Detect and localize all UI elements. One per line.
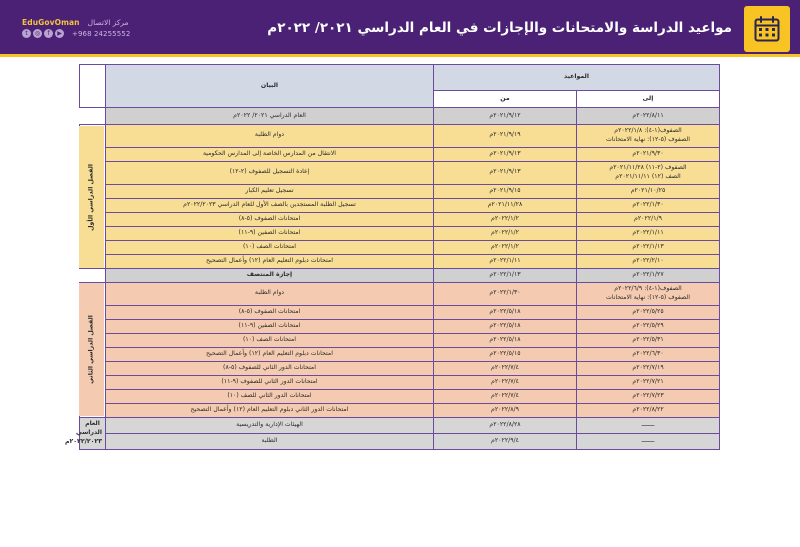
cell-statement: إجازة المنتصف xyxy=(105,268,433,282)
cell-to: الصفوف(١-٤): ٢٠٢٢/٦/٩م الصفوف (٥-١٢): نهاية الامتحانات xyxy=(577,282,720,305)
table-row xyxy=(79,184,719,198)
cell-statement: تسجيل الطلبة المستجدين بالصف الأول للعام الدراسي ٢٠٢٢/٢٠٢٣م xyxy=(105,198,433,212)
contact-center-label: مركز الاتصال xyxy=(87,18,129,27)
cell-statement: امتحانات الصف (١٠) xyxy=(105,333,433,347)
twitter-icon[interactable]: t xyxy=(22,29,31,38)
cell-from: ٢٠٢٢/٧/٤م xyxy=(433,375,576,389)
cell-statement: امتحانات الصفين (٩-١١) xyxy=(105,226,433,240)
cell-statement: امتحانات الصف (١٠) xyxy=(105,240,433,254)
social-icons xyxy=(22,29,64,38)
cell-statement: امتحانات الدور الثاني للصفوف (٥-٨) xyxy=(105,361,433,375)
table-row-next-year xyxy=(79,417,719,433)
cell-from: ٢٠٢٢/١/١١م xyxy=(433,254,576,268)
brand-row-top xyxy=(22,18,129,27)
cell-statement: امتحانات الدور الثاني للصف (١٠) xyxy=(105,389,433,403)
page-header xyxy=(0,0,800,57)
cell-to: ٢٠٢١/٩/٣٠م xyxy=(577,147,720,161)
table-row xyxy=(79,125,719,148)
cell-from: ٢٠٢٢/٥/١٨م xyxy=(433,319,576,333)
cell-from: ٢٠٢٢/٥/١٨م xyxy=(433,305,576,319)
cell-to: ٢٠٢١/١٠/٢٥م xyxy=(577,184,720,198)
table-row xyxy=(79,347,719,361)
table-row xyxy=(79,333,719,347)
cell-from: ٢٠٢٢/٥/١٥م xyxy=(433,347,576,361)
cell-to: ٢٠٢٢/٨/١١م xyxy=(577,108,720,125)
cell-from: ٢٠٢١/٩/١٥م xyxy=(433,184,576,198)
cell-to: ٢٠٢٢/٧/٢١م xyxy=(577,375,720,389)
calendar-icon xyxy=(744,6,790,52)
cell-from: ٢٠٢٢/٥/١٨م xyxy=(433,333,576,347)
cell-statement: امتحانات الصفوف (٥-٨) xyxy=(105,305,433,319)
youtube-icon[interactable]: ▶ xyxy=(55,29,64,38)
cell-statement: تسجيل تعليم الكبار xyxy=(105,184,433,198)
cell-statement: دوام الطلبة xyxy=(105,282,433,305)
table-row xyxy=(79,240,719,254)
col-group-dates: المواعيد xyxy=(433,65,719,91)
cell-to: ٢٠٢٢/٧/١٩م xyxy=(577,361,720,375)
cell-from: ٢٠٢٢/٧/٤م xyxy=(433,361,576,375)
page-body xyxy=(0,57,800,547)
cell-to: ٢٠٢٢/٦/٣٠م xyxy=(577,347,720,361)
table-row xyxy=(79,389,719,403)
cell-to: ٢٠٢٢/١/١٣م xyxy=(577,240,720,254)
table-row xyxy=(79,161,719,184)
cell-from: ٢٠٢١/٩/١٣م xyxy=(433,161,576,184)
instagram-icon[interactable]: ◎ xyxy=(34,29,41,37)
brand-name: EduGovOman xyxy=(22,18,80,27)
cell-from: ٢٠٢٢/١/٢م xyxy=(433,226,576,240)
semester-label-second: الفصل الدراسي الثاني xyxy=(79,282,105,417)
cell-statement: العام الدراسي ٢٠٢١/ ٢٠٢٢م xyxy=(105,108,433,125)
cell-from: ٢٠٢١/٩/١٢م xyxy=(433,108,576,125)
cell-to: ٢٠٢٢/٥/٢٩م xyxy=(577,319,720,333)
cell-to: ٢٠٢٢/٥/٢٥م xyxy=(577,305,720,319)
table-row xyxy=(79,254,719,268)
cell-from: ٢٠٢٢/١/٢م xyxy=(433,212,576,226)
cell-from: ٢٠٢١/٩/١٣م xyxy=(433,147,576,161)
table-row xyxy=(79,212,719,226)
cell-to: ـــــــ xyxy=(577,433,720,449)
cell-statement: الانتقال من المدارس الخاصة إلى المدارس الحكومية xyxy=(105,147,433,161)
table-row xyxy=(79,226,719,240)
cell-statement: امتحانات دبلوم التعليم العام (١٢) وأعمال التصحيح xyxy=(105,347,433,361)
cell-statement: امتحانات دبلوم التعليم العام (١٢) وأعمال التصحيح xyxy=(105,254,433,268)
cell-statement: إعادة التسجيل للصفوف (٢-١٢) xyxy=(105,161,433,184)
cell-statement: امتحانات الصفين (٩-١١) xyxy=(105,319,433,333)
cell-statement: الطلبة xyxy=(105,433,433,449)
cell-to: ٢٠٢٢/١/١١م xyxy=(577,226,720,240)
table-row xyxy=(79,282,719,305)
table-row xyxy=(79,403,719,417)
cell-from: ٢٠٢٢/٩/٤م xyxy=(433,433,576,449)
table-row xyxy=(79,198,719,212)
cell-to: الصفوف (٢-١١) ٢٠٢١/١١/٢٨م الصف (١٢) ٢٠٢١/١١/١١م xyxy=(577,161,720,184)
cell-from: ٢٠٢٢/٨/٢٨م xyxy=(433,417,576,433)
semester-spacer xyxy=(79,108,105,125)
semester-label-first: الفصل الدراسي الأول xyxy=(79,125,105,269)
table-row xyxy=(79,305,719,319)
contact-phone: +968 24255552 xyxy=(72,29,131,38)
facebook-icon[interactable]: f xyxy=(44,29,53,38)
col-statement: البيان xyxy=(105,65,433,108)
cell-from: ٢٠٢٢/١/١٣م xyxy=(433,268,576,282)
cell-to: الصفوف(١-٤): ٢٠٢٢/١/٨م الصفوف (٥-١٢): نهاية الامتحانات xyxy=(577,125,720,148)
cell-to: ٢٠٢٢/٨/٢٢م xyxy=(577,403,720,417)
col-from: من xyxy=(433,91,576,108)
cell-from: ٢٠٢٢/١/٣٠م xyxy=(433,282,576,305)
table-row xyxy=(79,147,719,161)
table-header-row-1 xyxy=(79,65,719,91)
brand-row-bottom xyxy=(22,29,130,38)
cell-to: ٢٠٢٢/٥/٣١م xyxy=(577,333,720,347)
cell-to: ٢٠٢٢/١/٩م xyxy=(577,212,720,226)
cell-from: ٢٠٢١/٩/١٩م xyxy=(433,125,576,148)
table-row-academic-year xyxy=(79,108,719,125)
cell-statement: دوام الطلبة xyxy=(105,125,433,148)
cell-from: ٢٠٢١/١١/٢٨م xyxy=(433,198,576,212)
cell-statement: امتحانات الدور الثاني للصفوف (٩-١١) xyxy=(105,375,433,389)
cell-statement: امتحانات الدور الثاني دبلوم التعليم العام (١٢) وأعمال التصحيح xyxy=(105,403,433,417)
col-to: إلى xyxy=(577,91,720,108)
cell-to: ٢٠٢٢/٧/٢٣م xyxy=(577,389,720,403)
cell-statement: امتحانات الصفوف (٥-٨) xyxy=(105,212,433,226)
table-row-next-year xyxy=(79,433,719,449)
next-academic-year-label: العام الدراسي ٢٠٢٢/٢٠٢٣م xyxy=(79,417,105,449)
cell-to: ٢٠٢٢/٢/١٠م xyxy=(577,254,720,268)
semester-spacer xyxy=(79,65,105,108)
semester-spacer xyxy=(79,268,105,282)
table-row xyxy=(79,319,719,333)
cell-to: ٢٠٢٢/١/٢٧م xyxy=(577,268,720,282)
academic-calendar-table xyxy=(64,64,720,450)
cell-from: ٢٠٢٢/١/٢م xyxy=(433,240,576,254)
table-row xyxy=(79,361,719,375)
table-row-midterm-break xyxy=(79,268,719,282)
table-row xyxy=(79,375,719,389)
cell-to: ـــــــ xyxy=(577,417,720,433)
cell-to: ٢٠٢٢/١/٣٠م xyxy=(577,198,720,212)
cell-from: ٢٠٢٢/٧/٤م xyxy=(433,389,576,403)
cell-from: ٢٠٢٢/٨/٩م xyxy=(433,403,576,417)
page-title: مواعيد الدراسة والامتحانات والإجازات في العام الدراسي ٢٠٢١/ ٢٠٢٢م xyxy=(267,20,732,36)
cell-statement: الهيئات الإدارية والتدريسية xyxy=(105,417,433,433)
brand-block xyxy=(22,18,130,38)
